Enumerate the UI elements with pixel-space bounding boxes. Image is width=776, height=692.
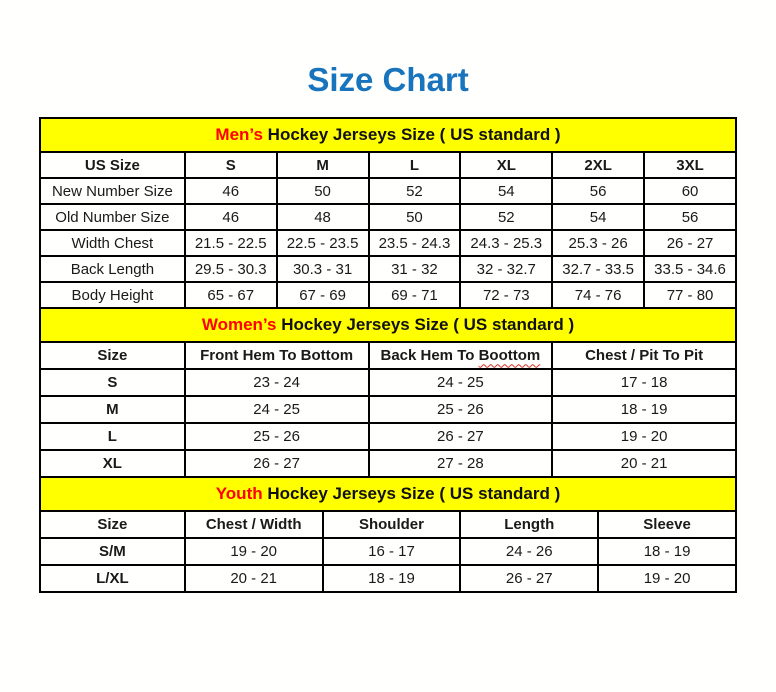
- row-label: M: [40, 396, 185, 423]
- women-header-row: [40, 342, 736, 369]
- table-cell: 56: [644, 204, 736, 230]
- row-label: Body Height: [40, 282, 185, 308]
- women-header-front-hem: Front Hem To Bottom: [185, 342, 369, 369]
- table-cell: 46: [185, 204, 277, 230]
- men-header-xl: XL: [460, 152, 552, 178]
- table-cell: 69 - 71: [369, 282, 461, 308]
- men-banner-highlight: Men’s: [215, 125, 263, 145]
- table-cell: 32 - 32.7: [460, 256, 552, 282]
- table-cell: 60: [644, 178, 736, 204]
- table-cell: 23.5 - 24.3: [369, 230, 461, 256]
- men-row-back-length: [40, 256, 736, 282]
- table-cell: 67 - 69: [277, 282, 369, 308]
- page-title: Size Chart: [307, 61, 469, 98]
- table-cell: 26 - 27: [369, 423, 553, 450]
- row-label: Back Length: [40, 256, 185, 282]
- back-hem-misspelled-word: Boottom: [478, 347, 541, 365]
- table-cell: 30.3 - 31: [277, 256, 369, 282]
- table-cell: 74 - 76: [552, 282, 644, 308]
- women-header-chest: Chest / Pit To Pit: [552, 342, 736, 369]
- table-cell: 19 - 20: [598, 565, 736, 592]
- row-label: S: [40, 369, 185, 396]
- table-cell: 17 - 18: [552, 369, 736, 396]
- table-cell: 33.5 - 34.6: [644, 256, 736, 282]
- women-banner-highlight: Women’s: [201, 315, 277, 335]
- table-cell: 65 - 67: [185, 282, 277, 308]
- men-row-body-height: [40, 282, 736, 308]
- table-cell: 24 - 25: [369, 369, 553, 396]
- table-cell: 52: [460, 204, 552, 230]
- table-cell: 31 - 32: [369, 256, 461, 282]
- women-banner-text: Hockey Jerseys Size ( US standard ): [276, 315, 575, 335]
- table-cell: 50: [277, 178, 369, 204]
- women-row-m: [40, 396, 736, 423]
- women-header-back-hem: [369, 342, 553, 369]
- table-cell: 20 - 21: [552, 450, 736, 477]
- youth-banner-highlight: Youth: [215, 484, 263, 504]
- table-cell: 21.5 - 22.5: [185, 230, 277, 256]
- table-cell: 26 - 27: [460, 565, 598, 592]
- youth-header-sleeve: Sleeve: [598, 511, 736, 538]
- youth-size-table: [39, 510, 737, 593]
- youth-header-size: Size: [40, 511, 185, 538]
- row-label: New Number Size: [40, 178, 185, 204]
- men-header-row: [40, 152, 736, 178]
- table-cell: 50: [369, 204, 461, 230]
- table-cell: 48: [277, 204, 369, 230]
- youth-row-sm: [40, 538, 736, 565]
- table-cell: 25 - 26: [185, 423, 369, 450]
- men-row-old-number-size: [40, 204, 736, 230]
- table-cell: 18 - 19: [552, 396, 736, 423]
- women-row-s: [40, 369, 736, 396]
- size-chart: [39, 117, 737, 593]
- youth-header-chest-width: Chest / Width: [185, 511, 323, 538]
- men-header-m: M: [277, 152, 369, 178]
- women-section-banner: [39, 307, 737, 343]
- row-label: L: [40, 423, 185, 450]
- table-cell: 56: [552, 178, 644, 204]
- row-label: Width Chest: [40, 230, 185, 256]
- table-cell: 22.5 - 23.5: [277, 230, 369, 256]
- women-size-table: [39, 341, 737, 478]
- table-cell: 16 - 17: [323, 538, 461, 565]
- youth-header-length: Length: [460, 511, 598, 538]
- table-cell: 26 - 27: [644, 230, 736, 256]
- row-label: Old Number Size: [40, 204, 185, 230]
- youth-header-row: [40, 511, 736, 538]
- youth-header-shoulder: Shoulder: [323, 511, 461, 538]
- table-cell: 19 - 20: [185, 538, 323, 565]
- women-row-l: [40, 423, 736, 450]
- table-cell: 25 - 26: [369, 396, 553, 423]
- table-cell: 19 - 20: [552, 423, 736, 450]
- men-banner-text: Hockey Jerseys Size ( US standard ): [262, 125, 561, 145]
- back-hem-text: Back Hem To: [380, 347, 479, 365]
- table-cell: 18 - 19: [598, 538, 736, 565]
- men-size-table: [39, 151, 737, 309]
- table-cell: 24.3 - 25.3: [460, 230, 552, 256]
- table-cell: 72 - 73: [460, 282, 552, 308]
- table-cell: 24 - 26: [460, 538, 598, 565]
- row-label: S/M: [40, 538, 185, 565]
- table-cell: 25.3 - 26: [552, 230, 644, 256]
- men-header-us-size: US Size: [40, 152, 185, 178]
- women-header-size: Size: [40, 342, 185, 369]
- row-label: XL: [40, 450, 185, 477]
- men-header-l: L: [369, 152, 461, 178]
- youth-section-banner: [39, 476, 737, 512]
- men-header-s: S: [185, 152, 277, 178]
- table-cell: 26 - 27: [185, 450, 369, 477]
- table-cell: 18 - 19: [323, 565, 461, 592]
- men-row-width-chest: [40, 230, 736, 256]
- table-cell: 32.7 - 33.5: [552, 256, 644, 282]
- table-cell: 27 - 28: [369, 450, 553, 477]
- men-row-new-number-size: [40, 178, 736, 204]
- row-label: L/XL: [40, 565, 185, 592]
- men-header-3xl: 3XL: [644, 152, 736, 178]
- men-section-banner: [39, 117, 737, 153]
- women-row-xl: [40, 450, 736, 477]
- men-header-2xl: 2XL: [552, 152, 644, 178]
- youth-banner-text: Hockey Jerseys Size ( US standard ): [262, 484, 561, 504]
- table-cell: 23 - 24: [185, 369, 369, 396]
- table-cell: 54: [552, 204, 644, 230]
- table-cell: 54: [460, 178, 552, 204]
- table-cell: 20 - 21: [185, 565, 323, 592]
- table-cell: 46: [185, 178, 277, 204]
- table-cell: 24 - 25: [185, 396, 369, 423]
- table-cell: 52: [369, 178, 461, 204]
- table-cell: 77 - 80: [644, 282, 736, 308]
- table-cell: 29.5 - 30.3: [185, 256, 277, 282]
- youth-row-lxl: [40, 565, 736, 592]
